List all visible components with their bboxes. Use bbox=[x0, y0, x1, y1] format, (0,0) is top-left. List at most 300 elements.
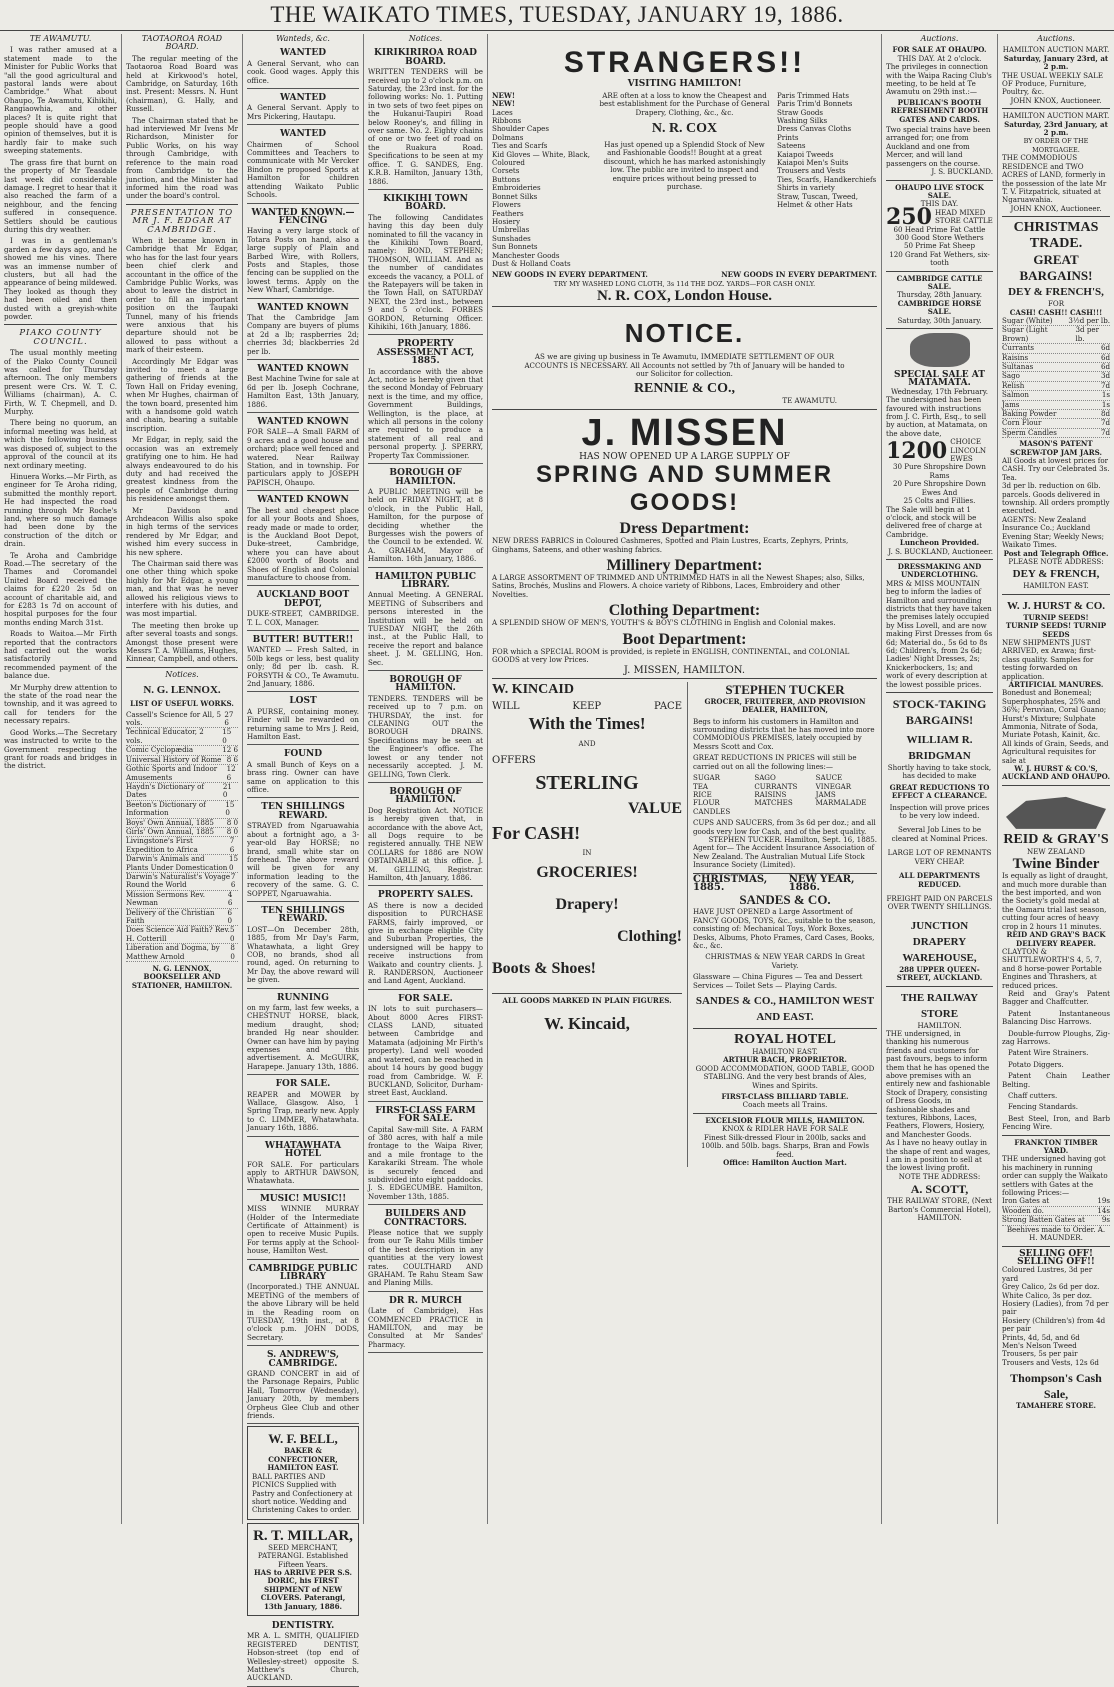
book-title: Does Science Aid Faith? Rev. H. Cotterill bbox=[126, 925, 230, 943]
notice-heading: AUCKLAND BOOT DEPOT, bbox=[256, 590, 350, 609]
special-sale-text: The undersigned has been favoured with instructions from J. C. Firth, Esq., to sell by auction, at Matamata, on the above date, bbox=[886, 395, 988, 438]
price-row-label: Currants bbox=[1002, 343, 1035, 353]
book-price: 12 6 bbox=[226, 764, 236, 782]
reid-gray: REID & GRAY'S bbox=[1003, 831, 1109, 847]
luncheon: Luncheon Provided. bbox=[899, 538, 980, 548]
notice-heading: BUTTER! BUTTER!! bbox=[252, 634, 354, 645]
sandes-name: SANDES & CO. bbox=[739, 892, 831, 908]
notice-heading: WANTED KNOWN bbox=[257, 495, 349, 506]
sandes-footer: SANDES & CO., HAMILTON WEST AND EAST. bbox=[695, 995, 875, 1024]
goods-item: Dress Canvas Cloths bbox=[777, 124, 852, 134]
reid-item: Double-furrow Ploughs, Zig-zag Harrows. bbox=[1002, 1028, 1110, 1046]
book-title: Darwin's Animals and Plants Under Domestication bbox=[126, 854, 228, 872]
kincaid-bottom: W. Kincaid, bbox=[544, 1013, 630, 1033]
article-paragraph: When it became known in Cambridge that Mr Edgar, who has for the last four years been chief clerk and accountant in the office of the Cambridge Public Works, was about to leave the district in order to fill an important position on the Taupaki Tunnel, many of his friends were anxious that his departure should not be allowed to pass without a mark of their esteem. bbox=[126, 235, 238, 355]
article-paragraph: The Chairman said there was one other thing which spoke highly for Mr Edgar, a young man, and that was he never allowed his religious views to interfere with his duties, and was most impartial. bbox=[126, 558, 238, 619]
buckland-sign: J. S. BUCKLAND. bbox=[931, 167, 993, 177]
mart2-title: HAMILTON AUCTION MART. bbox=[1002, 111, 1110, 121]
price-row-value: 1s bbox=[1101, 390, 1110, 400]
binder-illustration bbox=[1006, 789, 1106, 829]
dress-text: NEW DRESS FABRICS in Coloured Cashmeres, Spotted and Plain Lustres, Ecarts, Zephyrs, Prints, Ginghams, Sateens, and other washing fabrics. bbox=[492, 536, 849, 554]
notice-text: A General Servant. Apply to Mrs Pickering, Hautapu. bbox=[247, 103, 359, 121]
special-sale: SPECIAL SALE AT MATAMATA. bbox=[894, 370, 985, 389]
ewes-item: 30 Pure Shropshire Down Rams bbox=[892, 462, 987, 480]
notice-ad bbox=[368, 1294, 483, 1353]
note-address: NOTE THE ADDRESS: bbox=[898, 1171, 981, 1181]
ohaupo-sale: FOR SALE AT OHAUPO. bbox=[892, 45, 987, 55]
longcloth-line: TRY MY WASHED LONG CLOTH, 3s 11d THE DOZ. YARDS—FOR CASH ONLY. bbox=[553, 279, 816, 288]
kincaid-and: AND bbox=[578, 739, 596, 749]
kincaid-in: IN bbox=[582, 848, 592, 858]
notice-ad bbox=[368, 46, 483, 190]
knox-footer: Office: Hamilton Auction Mart. bbox=[723, 1157, 847, 1167]
strangers-headline: STRANGERS!! bbox=[563, 46, 806, 80]
clothing-department: Clothing Department: bbox=[608, 602, 761, 620]
cambridge-cattle-date: Thursday, 28th January. bbox=[896, 290, 983, 300]
price-row-value: 6d bbox=[1100, 361, 1110, 371]
kincaid-pace: PACE bbox=[654, 700, 682, 712]
cambridge-horse-date: Saturday, 30th January. bbox=[897, 315, 982, 325]
selling-item: Hosiery (Children's) from 4d per pair bbox=[1002, 1315, 1106, 1334]
kincaid-sterling: STERLING bbox=[535, 772, 639, 795]
selling-item: White Calico, 3s per doz. bbox=[1002, 1290, 1092, 1300]
notice-ad bbox=[247, 362, 359, 413]
reductions-line: GREAT REDUCTIONS TO EFFECT A CLEARANCE. bbox=[889, 782, 990, 801]
notice-heading: BOROUGH OF HAMILTON. bbox=[389, 468, 462, 487]
tucker-item: SAGO bbox=[754, 773, 776, 783]
notice-ad bbox=[247, 1192, 359, 1260]
new-year-label: NEW YEAR, 1886. bbox=[788, 873, 855, 893]
tucker-item: TEA bbox=[693, 781, 709, 791]
book-title: Technical Educator, 2 vols. bbox=[126, 727, 204, 745]
goods-item: Trousers and Vests bbox=[777, 166, 846, 176]
notice-ad bbox=[247, 1077, 359, 1136]
price-row-value: 7d bbox=[1100, 380, 1110, 390]
sandes-cards: CHRISTMAS & NEW YEAR CARDS In Great Variety. bbox=[705, 952, 865, 970]
notice-heading: MUSIC! MUSIC!! bbox=[259, 1193, 347, 1204]
ewes-item: 20 Pure Shropshire Down Ewes And bbox=[892, 479, 987, 497]
article-paragraph: Accordingly Mr Edgar was invited to meet a large gathering of friends at the Town Hall on Friday evening, when Mr Hughes, chairman of the town board, presented him with a handsome gold watch and chain, bearing a suitable inscription. bbox=[126, 356, 238, 433]
notice-text: MISS WINNIE MURRAY (Holder of the Intermediate Certificate of Attainment) is open to receive Music Pupils. For terms apply at the School-house, Hamilton West. bbox=[247, 1204, 359, 1256]
book-row bbox=[126, 728, 238, 746]
notice-ad bbox=[368, 337, 483, 464]
book-price: 7 6 bbox=[229, 836, 235, 854]
price-row-value: 6d bbox=[1100, 343, 1110, 353]
dressmaking-text: MRS & MISS MOUNTAIN beg to inform the ladies of Hamilton and surrounding districts that they have taken the premises lately occupied by Miss Lovell, and are now making First Dresses from 6s 6d; Material do., 5s 6d to 8s 6d; Children's, from 2s 6d; Ladies' Night Dresses, 2s; Knickerbockers, 1s; and work of every description at the lowest possible prices. bbox=[886, 578, 993, 689]
reid-item: Fencing Standards. bbox=[1008, 1102, 1079, 1112]
selling-item: Coloured Lustres, 3d per yard bbox=[1002, 1265, 1093, 1283]
nz-label: NEW ZEALAND bbox=[1027, 846, 1085, 856]
millar-ad bbox=[247, 1523, 359, 1616]
book-row bbox=[126, 837, 238, 855]
mart2-by: BY ORDER OF THE MORTGAGEE. bbox=[1023, 137, 1089, 154]
presentation-title: PRESENTATION TO MR J. F. EDGAR AT CAMBRIDGE. bbox=[130, 207, 234, 235]
tucker-item: CANDLES bbox=[693, 806, 731, 816]
goods-item: Ribbons bbox=[492, 116, 522, 126]
notice-ad bbox=[247, 633, 359, 692]
column-te-awamutu bbox=[0, 34, 122, 1524]
notice-text: A small Bunch of Keys on a brass ring. Owner can have same on application to this office. bbox=[247, 759, 359, 795]
book-title: Haydn's Dictionary of Dates bbox=[126, 781, 205, 800]
cattle-item: 50 Prime Fat Sheep bbox=[903, 241, 976, 251]
notice-text: Dog Registration Act. NOTICE is hereby given that, in accordance with the above Act, all Dogs require to be registered annually. THE NEW COLLARS for 1886 are NOW OBTAINABLE at this office. J. M. GELLING, Registrar. Hamilton, 4th January, 1886. bbox=[368, 805, 483, 882]
reid-item: Patent Instantaneous Balancing Disc Harrows. bbox=[1002, 1008, 1110, 1027]
notice-text: The following Candidates having this day been duly nominated to fill the vacancy in the Kihikihi Town Board, namely: BOND, STEPHEN; THOMSON, WILLIAM. And as the number of candidates exceeds the vacancy, a POLL of the Ratepayers will be taken in the Town Hall, on SATURDAY NEXT, the 23rd inst., between 9 and 5 o'clock. FORBES GORDON, Returning Officer. Kihikihi, 16th January, 1886. bbox=[368, 212, 483, 331]
notice-heading: BUILDERS AND CONTRACTORS. bbox=[384, 1209, 467, 1228]
article-paragraph: I was in a gentleman's garden a few days ago, and he showed me his vines. There was an immense number of clusters, but all had the appearance of being mildewed. They looked as though they had been oiled and then dusted with a greyish-white powder. bbox=[4, 236, 117, 321]
boot-department: Boot Department: bbox=[622, 630, 747, 648]
goods-item: Kid Gloves — White, Black, Coloured bbox=[492, 149, 590, 168]
book-price: 27 6 bbox=[224, 709, 234, 728]
ohaupo-livestock: OHAUPO LIVE STOCK SALE. bbox=[895, 182, 984, 200]
notice-heading: WANTED bbox=[279, 48, 327, 59]
price-row-label: Salmon bbox=[1002, 390, 1029, 400]
price-row-value: 7d bbox=[1100, 418, 1110, 428]
thompson-name: Thompson's Cash Sale, bbox=[1010, 1371, 1102, 1402]
turnip-seeds: TURNIP SEEDS! bbox=[1023, 612, 1089, 622]
bell-ad bbox=[247, 1426, 359, 1519]
council-title: PIAKO COUNTY COUNCIL. bbox=[19, 328, 102, 347]
dey-french-place: HAMILTON EAST. bbox=[1023, 581, 1089, 591]
notice-text: AS there is now a decided disposition to PURCHASE FARMS, fairly improved, or give in exchange eligible City and Suburban Properties, the undersigned will be happy to receive instructions from Waikato and country clients. J. R. RANDERSON, Auctioneer and Land Agent, Auckland. bbox=[368, 900, 483, 986]
christmas-label: CHRISTMAS, 1885. bbox=[693, 873, 768, 893]
notice-text: WANTED — Fresh Salted, in 50lb kegs or less, best quality only; 8d per lb. cash. R. FORSYTH & CO., Te Awamutu. 2nd January, 1886. bbox=[247, 645, 359, 688]
reid-reaper: REID AND GRAY'S BACK DELIVERY REAPER. bbox=[1006, 930, 1106, 948]
kincaid-plain-figures: ALL GOODS MARKED IN PLAIN FIGURES. bbox=[492, 993, 682, 1005]
book-row bbox=[126, 783, 238, 801]
notice-text: TENDERS. TENDERS will be received up to 7 p.m. on THURSDAY, the inst. for CLEANING OUT the BOROUGH DRAINS. Specifications may be seen at the Engineer's office. The lowest or any tender not necessarily accepted. J. M. GELLING, Town Clerk. bbox=[368, 693, 483, 779]
goods-item: Prints bbox=[777, 132, 799, 142]
selling-item: Hosiery (Ladies), from 7d per pair bbox=[1002, 1298, 1109, 1317]
freight-line: FREIGHT PAID ON PARCELS OVER TWENTY SHILLINGS. bbox=[886, 893, 993, 912]
book-price: 8 0 bbox=[230, 943, 235, 961]
tucker-text: Begs to inform his customers in Hamilton and surrounding districts that he has moved into more COMMODIOUS PREMISES, lately occupied by Messrs Scott and Cox. bbox=[693, 716, 875, 751]
booth-list: PUBLICAN'S BOOTH REFRESHMENT BOOTH GATES AND CARDS. bbox=[890, 97, 989, 124]
section-title: TE AWAMUTU. bbox=[29, 34, 92, 43]
notice-heading: WANTED bbox=[279, 129, 327, 140]
tucker-item: VINEGAR bbox=[815, 781, 852, 791]
book-row bbox=[126, 891, 238, 909]
lennox-title: N. G. LENNOX. bbox=[143, 684, 221, 697]
tucker-agent: Agent for— The Accident Insurance Association of New Zealand. The Australian Mutual Life Stock Insurance Society (Limited). bbox=[693, 843, 875, 870]
railway-store-name: THE RAILWAY STORE bbox=[900, 991, 979, 1020]
book-row bbox=[126, 944, 238, 962]
notice-text: That the Cambridge Jam Company are buyers of plums at 2d a lb; raspberries 2d; cherries 3d; blackberries 2d per lb. bbox=[247, 312, 359, 356]
knox-sign-2: JOHN KNOX, Auctioneer. bbox=[1010, 203, 1102, 213]
ewes-count: 1200 bbox=[886, 437, 948, 464]
goods-item: Umbrellas bbox=[492, 225, 530, 235]
notice-heading: WANTED KNOWN bbox=[257, 302, 349, 313]
notice-heading: HAMILTON PUBLIC LIBRARY. bbox=[374, 571, 477, 590]
price-row bbox=[1002, 429, 1110, 438]
special-sale-date: Wednesday, 17th February. bbox=[890, 386, 989, 396]
cattle-item: 300 Good Store Wethers bbox=[895, 232, 984, 242]
article-paragraph: Te Aroha and Cambridge Road.—The secretary of the Thames and Coromandel United Board received the claims for £220 2s 5d on account of charitable aid, and for £283 1s 7d on account of hospital purposes for the four months ending March 31st. bbox=[4, 550, 117, 627]
book-title: Mission Sermons Rev. Newman bbox=[126, 889, 206, 908]
goods-item: Shirts in variety bbox=[777, 183, 835, 193]
article-paragraph: Mr Murphy drew attention to the state of the road near the township, and it was agreed to call for tenders for the necessary repairs. bbox=[4, 682, 117, 726]
book-title: Comic Cyclopædia bbox=[126, 745, 194, 755]
notice-text: Chairmen of School Committees and Teachers to communicate with Mr Vercker Bindon re proposed Sports at Hamilton for children attending Waikato Public Schools. bbox=[247, 139, 359, 200]
column-auctions bbox=[882, 34, 998, 1524]
column-wanteds bbox=[243, 34, 364, 1683]
notice-heading: PROPERTY SALES. bbox=[377, 890, 474, 901]
clothing-text: A SPLENDID SHOW OF MEN'S, YOUTH'S & BOY'S CLOTHING in English and Colonial makes. bbox=[492, 618, 836, 628]
notice-title: NOTICE. bbox=[624, 318, 745, 349]
notice-heading: PROPERTY ASSESSMENT ACT, 1885. bbox=[376, 339, 475, 367]
lennox-footer: N. G. LENNOX, BOOKSELLER AND STATIONER, HAMILTON. bbox=[131, 964, 233, 990]
missen-footer: J. MISSEN, HAMILTON. bbox=[492, 667, 877, 678]
article-paragraph: Hinuera Works.—Mr Firth, as engineer for Te Aroha riding, submitted the monthly report. He had inspected the road running through Mr Roche's land, where so much damage had been done by the construction of the ditch or drain. bbox=[4, 471, 117, 549]
goods-item: Hosiery bbox=[492, 216, 520, 226]
notice-text: The best and cheapest place for all your Boots and Shoes, ready made or made to order, is the Auckland Boot Depot, Duke-street, Cambridge, where you can have about £2000 worth of Boots and Shoes of English and Colonial manufacture to choose from. bbox=[247, 505, 359, 582]
tucker-item: RICE bbox=[693, 789, 712, 799]
goods-item: Dust & Holland Coats bbox=[492, 258, 571, 268]
bridgman-text: Shortly having to take stock, has decided to make bbox=[887, 763, 992, 781]
selling-off: SELLING OFF! SELLING OFF!! bbox=[1017, 1248, 1095, 1267]
goods-item: Ties and Scarfs bbox=[492, 141, 548, 151]
notice-ad bbox=[247, 800, 359, 901]
new-badge: NEW! bbox=[492, 99, 515, 109]
book-price: 8 0 bbox=[226, 826, 238, 836]
ewes-label: CHOICE LINCOLN EWES bbox=[950, 437, 987, 464]
frankton-text: THE undersigned having got his machinery in running order can supply the Waikato settlers with Gates at the following Prices:— bbox=[1002, 1154, 1108, 1198]
reid-item: Best Steel, Iron, and Barb Fencing Wire. bbox=[1002, 1113, 1110, 1132]
shipment-text: NEW SHIPMENTS JUST ARRIVED, ex Arawa; first-class quality. Samples for testing forwarded on application. bbox=[1002, 637, 1097, 681]
knox-ridler: KNOX & RIDLER HAVE FOR SALE bbox=[721, 1124, 849, 1134]
cox-ad bbox=[492, 92, 877, 269]
grain-text: All kinds of Grain, Seeds, and Agricultural requisites for sale at bbox=[1002, 738, 1109, 765]
address-note: PLEASE NOTE ADDRESS: bbox=[1008, 556, 1104, 566]
tucker-item: SUGAR bbox=[693, 773, 720, 783]
notice-ad bbox=[247, 91, 359, 125]
article-paragraph: The Chairman stated that he had interviewed Mr Ivens Mr Richardson, Minister for Public Works, on his way through Cambridge, with reference to the main road from Cambridge to the junction, and the Minister had informed him the road was under the board's control. bbox=[126, 115, 238, 201]
notice-heading: CAMBRIDGE PUBLIC LIBRARY bbox=[248, 1263, 358, 1282]
book-title: Universal History of Rome bbox=[126, 754, 222, 764]
goods-item: Manchester Goods bbox=[492, 250, 560, 260]
mart-date: Saturday, January 23rd, at 2 p.m. bbox=[1003, 53, 1109, 72]
book-title: Delivery of the Christian Faith bbox=[126, 907, 215, 925]
inspection-line: Inspection will prove prices to be very low indeed. bbox=[889, 802, 990, 821]
notice-ad bbox=[247, 493, 359, 586]
notice-heading: KIKIKIHI TOWN BOARD. bbox=[383, 193, 468, 213]
notice-text: (Late of Cambridge), Has COMMENCED PRACTICE in HAMILTON, and may be Consulted at Mr Sandes' Pharmacy. bbox=[368, 1306, 483, 1349]
article-paragraph: Mr Davidson and Archdeacon Willis also spoke in high terms of the services rendered by Mr Edgar, and wished him every success in his new sphere. bbox=[126, 505, 238, 557]
hurst-name: W. J. HURST & CO. bbox=[1006, 599, 1106, 612]
notice-text: Having a very large stock of Totara Posts on hand, also a large supply of Plain and Barbed Wire, with Rollers, Posts and Staples, those fencing can be supplied on the lowest terms. Apply on the New Wharf, Cambridge. bbox=[247, 226, 359, 295]
goods-item: Sun Bonnets bbox=[492, 242, 538, 252]
book-row bbox=[126, 909, 238, 927]
price-row-label: Jams bbox=[1002, 399, 1020, 409]
article-paragraph: The meeting then broke up after several toasts and songs. Amongst those present were Messrs T. A. Williams, Hughes, Kinnear, Campbell, and others. bbox=[126, 620, 238, 664]
column-wide-ads bbox=[488, 34, 882, 1524]
goods-item: Flowers bbox=[492, 200, 521, 210]
goods-item: Dolmans bbox=[492, 132, 524, 142]
book-title: Livingstone's First Expedition to Africa bbox=[126, 836, 198, 854]
sheep-illustration bbox=[910, 333, 970, 367]
goods-item: Straw Goods bbox=[777, 107, 824, 117]
tucker-sandes-column bbox=[688, 682, 877, 1167]
article-paragraph: The grass fire that burnt on the property of Mr Teasdale last week did considerable damage. I regret to hear that it also reached the farm of a neighbour, and the fencing suffered in consequence. Settlers should be cautious during this dry weather. bbox=[4, 157, 117, 234]
book-title: Gothic Sports and Indoor Amusements bbox=[126, 764, 218, 782]
dress-department: Dress Department: bbox=[619, 520, 750, 538]
book-price: 21 0 bbox=[222, 781, 232, 800]
goods-item: Sunshades bbox=[492, 233, 531, 243]
kincaid-boots: Boots & Shoes! bbox=[492, 960, 597, 978]
buckland-sign-2: J. S. BUCKLAND, Auctioneer. bbox=[888, 546, 993, 556]
notice-text: A PUBLIC MEETING will be held on FRIDAY NIGHT, at 8 o'clock, in the Public Hall, Hamilton, for the purpose of deciding whether the Burgesses wish the powers of the Council to be extended. W. A. GRAHAM, Mayor of Hamilton. 16th January, 1886. bbox=[368, 486, 483, 564]
price-row-value: 3½d per lb. bbox=[1068, 315, 1110, 325]
mart-text: THE USUAL WEEKLY SALE OF Produce, Furniture, Poultry, &c. bbox=[1002, 70, 1104, 97]
notice-ad bbox=[368, 785, 483, 886]
notice-heading: RUNNING bbox=[277, 992, 329, 1003]
railway-store-note: As I have no heavy outlay in the shape of rent and wages, I am in a position to sell at the lowest living profit. bbox=[886, 1138, 991, 1173]
book-row bbox=[126, 711, 238, 729]
millinery-department: Millinery Department: bbox=[606, 557, 763, 574]
price-row bbox=[1002, 326, 1110, 344]
notice-heading: WANTED KNOWN bbox=[257, 364, 349, 374]
sandes-text: HAVE JUST OPENED a Large Assortment of FANCY GOODS, TOYS, &c., suitable to the season, consisting of: Mechanical Toys, Work Boxes, Desks, Albums, Photo Frames, Card Cases, Books, &c., &c. bbox=[693, 907, 876, 950]
tucker-item: RAISINS bbox=[754, 789, 787, 799]
notice-text: AS we are giving up business in Te Awamutu, IMMEDIATE SETTLEMENT OF OUR ACCOUNTS IS NECESSARY. All Accounts not settled by 7th of January will be handed to our Solicitor for collection. bbox=[524, 352, 845, 378]
notice-ad bbox=[368, 570, 483, 671]
railway-store-place: HAMILTON. bbox=[917, 1020, 962, 1030]
notice-text: In accordance with the above Act, notice is hereby given that the second Monday of February next is the time, and my office, Government Buildings, Wellington, is the place, at which all persons in the colony are required to produce a statement of all real and personal property. J. SPERRY, Property Tax Commissioner. bbox=[368, 366, 483, 460]
kincaid-groceries: GROCERIES! bbox=[536, 864, 638, 882]
price-row-value: 3d per lb. bbox=[1075, 325, 1099, 343]
kincaid-ad bbox=[492, 682, 688, 1167]
tucker-reductions: GREAT REDUCTIONS IN PRICES will still be carried out on all the following lines:— bbox=[693, 753, 857, 771]
tucker-item: SAUCE bbox=[815, 773, 843, 783]
post-office: Post and Telegraph Office. bbox=[1003, 548, 1109, 558]
notice-ad bbox=[247, 904, 359, 989]
rennie-name: RENNIE & CO., bbox=[633, 381, 736, 397]
notice-ad bbox=[247, 1262, 359, 1347]
selling-item: Prints, 4d, 5d, and 6d bbox=[1002, 1332, 1080, 1342]
notice-heading: KIRIKIRIROA ROAD BOARD. bbox=[374, 48, 477, 67]
railway-store-text: THE undersigned, in thanking his numerous friends and customers for past favours, begs to inform them that he has opened the above premises with an entirely new and fashionable Stock of Drapery, consisting of Dress Goods, in fashionable shades and textures, Ribbons, Laces, Feathers, Flowers, Hosiery, and Manchester Goods. bbox=[886, 1028, 991, 1139]
notice-ad bbox=[368, 1207, 483, 1292]
cox-name: N. R. COX bbox=[651, 121, 718, 137]
ohaupo-sale-time: THIS DAY. At 2 o'clock. bbox=[897, 53, 982, 63]
scott-name: A. SCOTT, bbox=[910, 1182, 969, 1197]
all-depts-line: ALL DEPARTMENTS REDUCED. bbox=[898, 871, 981, 889]
new-goods-right: NEW GOODS IN EVERY DEPARTMENT. bbox=[721, 270, 877, 280]
mason-jars: MASON'S PATENT SCREW-TOP JAM JARS. bbox=[1010, 439, 1102, 457]
great-bargains: GREAT BARGAINS! bbox=[1019, 252, 1093, 284]
kincaid-offers: OFFERS bbox=[492, 754, 536, 766]
kincaid-drapery: Drapery! bbox=[555, 896, 619, 914]
book-title: Cassell's Science for All, 5 vols. bbox=[126, 709, 222, 728]
notice-heading: WANTED bbox=[279, 93, 327, 104]
royal-proprietor: ARTHUR BACH, PROPRIETOR. bbox=[723, 1055, 847, 1065]
sandes-glass: Glassware — China Figures — Tea and Dessert Services — Toilet Sets — Playing Cards. bbox=[693, 972, 863, 990]
notice-text: Best Machine Twine for sale at 6d per lb. Joseph Cochrane, Hamilton East, 13th January, 1886. bbox=[247, 374, 359, 409]
article-paragraph: The regular meeting of the Taotaoroa Road Board was held at Kirkwood's hotel, Cambridge, on Saturday, 16th inst. Present: Messrs. N. Hunt (chairman), G. Hally, and Russell. bbox=[126, 53, 238, 114]
book-price: 12 6 bbox=[222, 745, 238, 755]
notice-text: WRITTEN TENDERS will be received up to 2 o'clock p.m. on Saturday, the 23rd inst. for the following works: No. 1. Putting in two sets of two feet pipes on the Hukanui-Taupiri Road below Rooney's, and filling in over same. No. 2. Eighty chains of one or two feet of road on the Ruakura Road. Specifications to be seen at my office. T. G. SANDES, Eng. K.R.B. Hamilton, January 13th, 1886. bbox=[368, 67, 483, 186]
section-title: Auctions. bbox=[920, 34, 959, 43]
section-title: Notices. bbox=[408, 34, 443, 43]
price-row-label: Corn Flour bbox=[1002, 418, 1042, 428]
clayton-text: CLAYTON & SHUTTLEWORTH'S 4, 5, 7, and 8 horse-power Portable Engines and Thrashers, at reduced prices. bbox=[1002, 946, 1102, 990]
book-price: 8 6 bbox=[226, 754, 238, 764]
royal-billiard: FIRST-CLASS BILLIARD TABLE. bbox=[721, 1092, 849, 1102]
book-price: 4 6 bbox=[227, 889, 233, 908]
tucker-item: JAMS bbox=[815, 789, 836, 799]
notice-heading: LOST bbox=[289, 696, 317, 707]
reid-item: Potato Diggers. bbox=[1008, 1059, 1064, 1069]
reid-item: Chaff cutters. bbox=[1008, 1091, 1058, 1100]
selling-item: Grey Calico, 2s 6d per doz. bbox=[1002, 1282, 1100, 1292]
bell-subtitle: BAKER & CONFECTIONER, HAMILTON EAST. bbox=[267, 1446, 339, 1473]
notice-ad bbox=[247, 1348, 359, 1424]
cattle-label: HEAD MIXED STORE CATTLE bbox=[934, 207, 993, 226]
notice-heading: TEN SHILLINGS REWARD. bbox=[261, 802, 345, 821]
book-price: 5 0 bbox=[229, 925, 235, 943]
royal-subtitle: HAMILTON EAST. bbox=[752, 1047, 818, 1057]
notice-ad bbox=[247, 588, 359, 631]
gate-row-label: Wooden do. bbox=[1002, 1205, 1044, 1215]
gate-row-value: 19s bbox=[1097, 1196, 1110, 1206]
price-row-value: 3d bbox=[1100, 371, 1110, 381]
kincaid-times: With the Times! bbox=[528, 714, 646, 734]
column-auctions-2 bbox=[998, 34, 1114, 1524]
goods-item: Sateens bbox=[777, 141, 806, 151]
notice-text: REAPER and MOWER by Wallace, Glasgow. Also, 1 Spring Trap, nearly new. Apply to C. LIMMER, Whatawhata. January 16th, 1886. bbox=[247, 1089, 359, 1133]
gate-row-value: 9s bbox=[1101, 1215, 1110, 1225]
cattle-item: 120 Grand Fat Wethers, six-tooth bbox=[889, 249, 990, 268]
goods-item: Corsets bbox=[492, 166, 520, 176]
section-title: Wanteds, &c. bbox=[276, 34, 330, 43]
for-label: FOR bbox=[1047, 299, 1065, 309]
frankton-footer: Beehives made to Order. A. H. MAUNDER. bbox=[1006, 1224, 1106, 1243]
cox-text: Has just opened up a Splendid Stock of New and Fashionable Goods!! Bought at a great discount, which he has marked astonishingly low. The public are invited to inspect and enquire prices without being pressed to purchase. bbox=[603, 140, 766, 192]
visiting-subline: VISITING HAMILTON! bbox=[627, 79, 742, 90]
gate-row-value: 14s bbox=[1097, 1205, 1110, 1215]
price-row-value: 1s bbox=[1101, 399, 1110, 409]
notice-ad bbox=[368, 466, 483, 567]
reid-item: Reid and Gray's Patent Bagger and Chaffcutter. bbox=[1002, 988, 1110, 1007]
tucker-signature: STEPHEN TUCKER. Hamilton, Sept. 16, 1885. bbox=[708, 834, 877, 844]
notice-text: Please notice that we supply from our Te Rahu Mills timber of the best description in any quantities at the very lowest rates. COULTHARD AND GRAHAM. Te Rahu Steam Saw and Planing Mills. bbox=[368, 1228, 483, 1288]
notice-text: GRAND CONCERT in aid of the Parsonage Repairs, Public Hall, Tomorrow (Wednesday), January 20th, by members Orpheus Glee Club and other friends. bbox=[247, 1369, 359, 1421]
price-row-label: Sago bbox=[1002, 371, 1020, 381]
goods-item: Bonnet Silks bbox=[492, 191, 538, 201]
gate-row-label: Iron Gates at bbox=[1002, 1196, 1050, 1206]
royal-coach: Coach meets all Trains. bbox=[742, 1100, 828, 1110]
book-title: Boys' Own Annual, 1885 bbox=[126, 817, 214, 827]
notice-heading: BOROUGH OF HAMILTON. bbox=[389, 786, 462, 806]
cox-footer: N. R. COX, London House. bbox=[492, 288, 877, 307]
dey-french: DEY & FRENCH'S, bbox=[1008, 286, 1104, 299]
notice-text: LOST—On December 28th, 1885, from Mr Day's Farm, Whatawhata, a light Grey COB, no brands, shod all round, aged. On returning to Mr Day, the above reward will be given. bbox=[247, 924, 359, 985]
cambridge-horse: CAMBRIDGE HORSE SALE. bbox=[897, 298, 982, 317]
book-price: 15 0 bbox=[228, 854, 238, 872]
millar-name: R. T. MILLAR, bbox=[253, 1527, 353, 1544]
tucker-cups: CUPS AND SAUCERS, from 3s 6d per doz.; and all goods very low for Cash, and of the best quality. bbox=[693, 818, 876, 836]
booth-text: Two special trains have been arranged for; one from Auckland and one from Mercer, and will land passengers on the course. bbox=[886, 125, 991, 168]
new-badge: NEW! bbox=[492, 90, 515, 100]
price-row-label: Sultanas bbox=[1002, 361, 1034, 371]
dressmaking-title: DRESSMAKING AND UNDERCLOTHING. bbox=[897, 561, 982, 580]
book-row bbox=[126, 765, 238, 783]
missen-name: J. MISSEN bbox=[581, 411, 788, 454]
notice-heading: DR R. MURCH bbox=[388, 1295, 463, 1306]
notice-heading: FOUND bbox=[283, 749, 323, 760]
price-row-value: 6d bbox=[1100, 352, 1110, 362]
notice-ad bbox=[247, 991, 359, 1076]
